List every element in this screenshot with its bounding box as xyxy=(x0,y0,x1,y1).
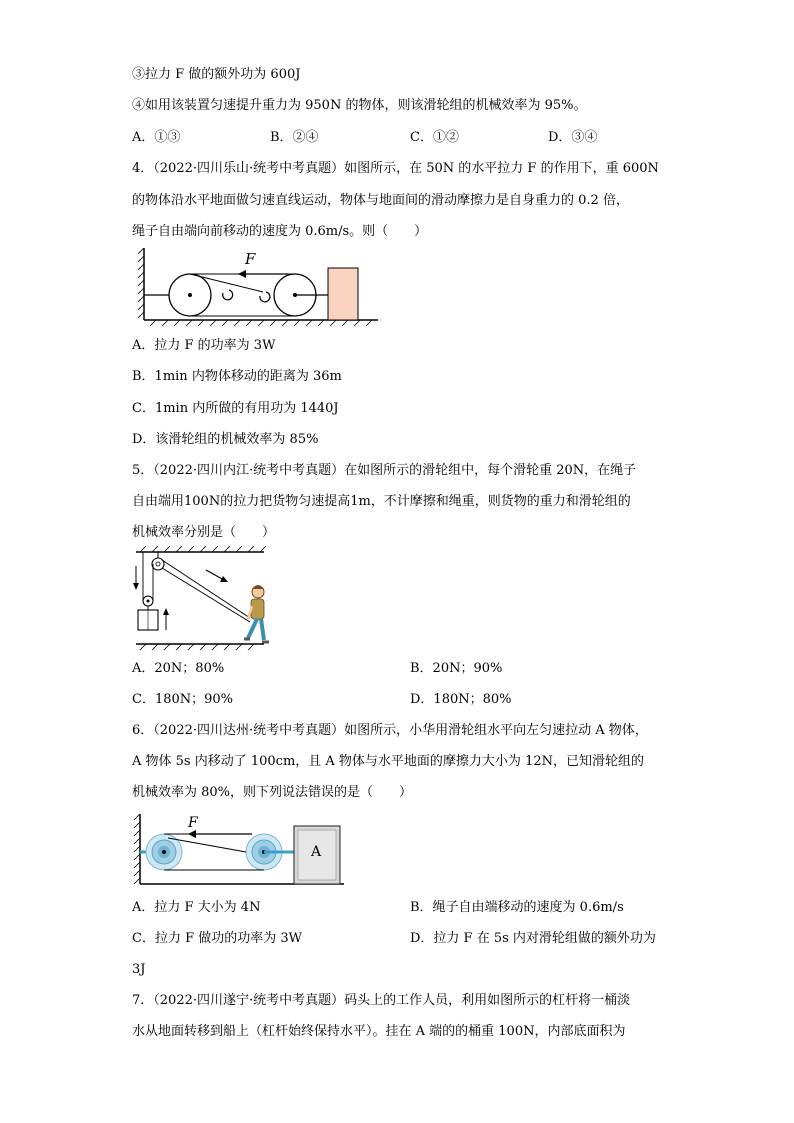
q6-option-a[interactable]: A．拉力 F 大小为 4N xyxy=(132,900,261,915)
q7-stem-line-1: 7．（2022·四川遂宁·统考中考真题）码头上的工作人员，利用如图所示的杠杆将一桶淡 xyxy=(132,993,631,1008)
q7-stem-line-2: 水从地面转移到船上（杠杆始终保持水平）。挂在 A 端的的桶重 100N，内部底面积为 xyxy=(132,1024,626,1039)
q3-option-d[interactable]: D．③④ xyxy=(548,130,598,145)
q3-statement-4: ④如用该装置匀速提升重力为 950N 的物体，则该滑轮组的机械效率为 95%。 xyxy=(132,98,587,113)
q6-stem-line-3: 机械效率为 80%，则下列说法错误的是（ ） xyxy=(132,785,413,800)
q4-stem-line-3: 绳子自由端向前移动的速度为 0.6m/s。则（ ） xyxy=(132,224,428,239)
q5-stem-line-2: 自由端用100N的拉力把货物匀速提高1m，不计摩擦和绳重，则货物的重力和滑轮组的 xyxy=(132,494,631,509)
q5-option-a[interactable]: A．20N；80% xyxy=(132,661,225,676)
q5-stem-line-3: 机械效率分别是（ ） xyxy=(132,525,276,540)
q4-option-a[interactable]: A．拉力 F 的功率为 3W xyxy=(132,338,276,353)
q3-statement-3: ③拉力 F 做的额外功为 600J xyxy=(132,67,301,82)
q4-stem-line-1: 4．（2022·四川乐山·统考中考真题）如图所示，在 50N 的水平拉力 F 的作用下，重 600N xyxy=(132,161,659,176)
q6-stem-line-1: 6．（2022·四川达州·统考中考真题）如图所示，小华用滑轮组水平向左匀速拉动 A 物体， xyxy=(132,723,648,738)
q3-option-b[interactable]: B．②④ xyxy=(270,130,319,145)
q5-option-b[interactable]: B．20N；90% xyxy=(410,661,503,676)
q5-option-c[interactable]: C．180N；90% xyxy=(132,692,234,707)
q6-option-d-wrap: 3J xyxy=(132,962,146,977)
q6-option-c[interactable]: C．拉力 F 做功的功率为 3W xyxy=(132,931,302,946)
q6-option-b[interactable]: B．绳子自由端移动的速度为 0.6m/s xyxy=(410,900,624,915)
q3-option-a[interactable]: A．①③ xyxy=(132,130,181,145)
q4-pulley-figure xyxy=(138,248,383,328)
q3-option-c[interactable]: C．①② xyxy=(410,130,459,145)
q5-option-d[interactable]: D．180N；80% xyxy=(410,692,512,707)
q6-stem-line-2: A 物体 5s 内移动了 100cm，且 A 物体与水平地面的摩擦力大小为 12N，已知滑轮组的 xyxy=(132,754,644,769)
q4-option-b[interactable]: B．1min 内物体移动的距离为 36m xyxy=(132,369,342,384)
q6-option-d[interactable]: D．拉力 F 在 5s 内对滑轮组做的额外功为 xyxy=(410,931,656,946)
q5-pulley-figure xyxy=(132,546,272,651)
q4-option-c[interactable]: C．1min 内所做的有用功为 1440J xyxy=(132,401,339,416)
q4-figure-f-label: F xyxy=(245,250,256,268)
q4-stem-line-2: 的物体沿水平地面做匀速直线运动，物体与地面间的滑动摩擦力是自身重力的 0.2 倍， xyxy=(132,193,629,208)
q6-figure-a-label: A xyxy=(311,844,322,860)
q6-figure-f-label: F xyxy=(188,815,198,831)
q5-stem-line-1: 5．（2022·四川内江·统考中考真题）在如图所示的滑轮组中，每个滑轮重 20N，在绳子 xyxy=(132,463,637,478)
q4-option-d[interactable]: D．该滑轮组的机械效率为 85% xyxy=(132,432,319,447)
